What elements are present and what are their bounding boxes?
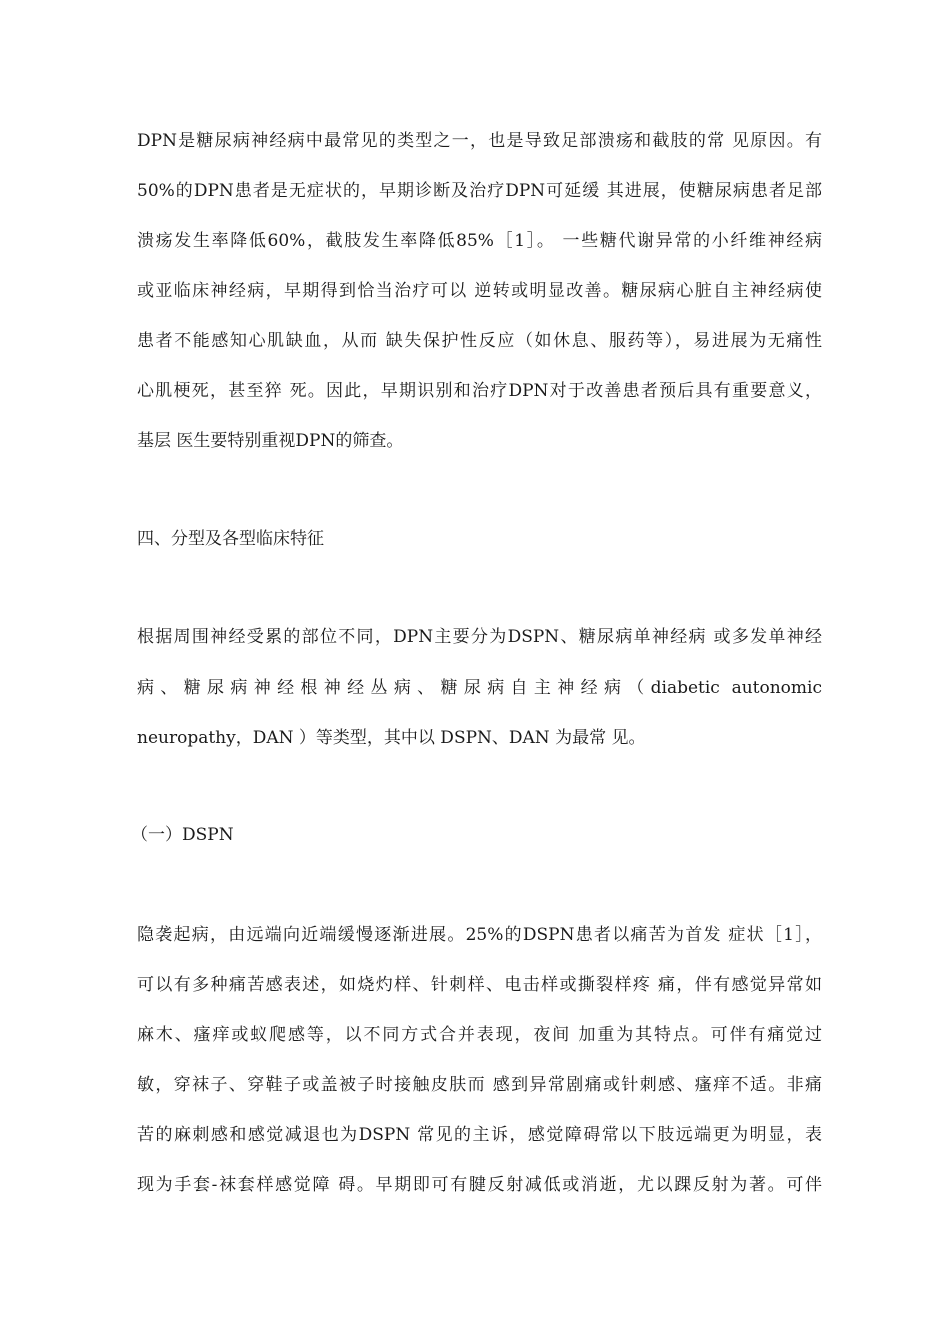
text-line: 病、糖尿病神经根神经丛病、糖尿病自主神经病（diabetic autonomic (137, 678, 822, 698)
text-line: 敏，穿袜子、穿鞋子或盖被子时接触皮肤而 感到异常剧痛或针刺感、瘙痒不适。非痛 (137, 1075, 822, 1095)
text-line: 患者不能感知心肌缺血，从而 缺失保护性反应（如休息、服药等），易进展为无痛性 (137, 331, 822, 351)
text-line: 隐袭起病，由远端向近端缓慢逐渐进展。25%的DSPN患者以痛苦为首发 症状［1］， (137, 925, 822, 945)
text-line: 心肌梗死，甚至猝 死。因此，早期识别和治疗DPN对于改善患者预后具有重要意义， (137, 381, 822, 401)
text-line: DPN是糖尿病神经病中最常见的类型之一，也是导致足部溃疡和截肢的常 见原因。有 (137, 131, 822, 151)
text-line: 可以有多种痛苦感表述，如烧灼样、针刺样、电击样或撕裂样疼 痛，伴有感觉异常如 (137, 975, 822, 995)
text-line: neuropathy，DAN ）等类型，其中以 DSPN、DAN 为最常 见。 (137, 728, 646, 748)
text-line: 麻木、瘙痒或蚁爬感等，以不同方式合并表现，夜间 加重为其特点。可伴有痛觉过 (137, 1025, 822, 1045)
text-line: 50%的DPN患者是无症状的，早期诊断及治疗DPN可延缓 其进展，使糖尿病患者足部 (137, 181, 822, 201)
text-line: 溃疡发生率降低60%，截肢发生率降低85%［1］。 一些糖代谢异常的小纤维神经病 (137, 231, 822, 251)
text-line: 或亚临床神经病，早期得到恰当治疗可以 逆转或明显改善。糖尿病心脏自主神经病使 (137, 281, 822, 301)
text-line: 苦的麻刺感和感觉减退也为DSPN 常见的主诉，感觉障碍常以下肢远端更为明显，表 (137, 1125, 822, 1145)
section-heading: 四、分型及各型临床特征 (137, 529, 324, 549)
subsection-heading: （一）DSPN (131, 825, 234, 845)
text-line: 现为手套-袜套样感觉障 碍。早期即可有腱反射减低或消逝，尤以踝反射为著。可伴 (137, 1175, 822, 1195)
text-line: 基层 医生要特别重视DPN的筛查。 (137, 431, 404, 451)
text-line: 根据周围神经受累的部位不同，DPN主要分为DSPN、糖尿病单神经病 或多发单神经 (137, 627, 822, 647)
